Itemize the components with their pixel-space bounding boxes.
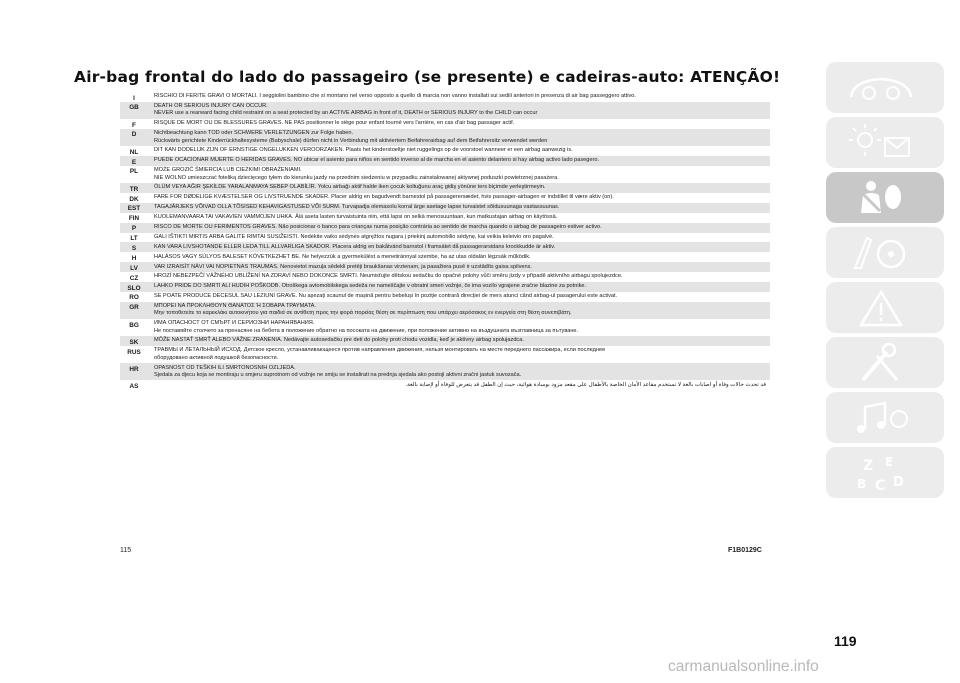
warning-text [148, 119, 770, 129]
airbag-seatbelt-icon [841, 177, 921, 219]
warning-text [148, 102, 770, 119]
warning-text-line: PUEDE OCACIONAR MUERTE O HERIDAS GRAVES. NO ubicar el asiento para niños en sentido inverso al de marcha en el asiento delantero si hay airbag activo lado pasegero. [154, 157, 600, 164]
warning-row [120, 319, 770, 336]
chapter-tab-index[interactable] [826, 447, 944, 498]
warning-text [148, 380, 770, 390]
warning-row [120, 183, 770, 193]
warning-row [120, 292, 770, 302]
warning-row [120, 102, 770, 119]
language-code: DK [129, 195, 139, 203]
svg-text:E: E [885, 455, 894, 469]
warning-row [120, 252, 770, 262]
warning-row [120, 363, 770, 380]
warning-text [148, 233, 770, 243]
warning-row [120, 302, 770, 319]
warning-row [120, 242, 770, 252]
svg-text:Z: Z [863, 458, 874, 474]
warning-text-line: ΜΠΟΡΕΙ ΝΑ ΠΡΟΚΛΗΘΟΥΝ ΘΑΝΑΤΟΣ Ή ΣΟΒΑΡΑ ΤΡΑΥΜΑΤΑ. [154, 303, 316, 310]
warning-text-line: ÖLÜM VEYA AĞIR ŞEKİLDE YARALANMAYA SEBEP OLABİLİR. Yolcu airbağı aktif halde iken çocuk koltuğunu araç gidiş yönüne ters biçimde yerleştirmeyin. [154, 184, 546, 191]
warning-text [148, 223, 770, 233]
warning-text [148, 193, 770, 203]
warning-text-line: قد تحدث حالات وفاة أو اصابات بالغة لا تستخدم مقاعد الأمان الخاصة بالأطفال على مقعد مزود بوسادة هوائية، حيث إن الطفل قد يتعرض للوفاة أو لإصابة بالغة. [405, 381, 766, 388]
language-code: RUS [127, 348, 141, 356]
warning-row [120, 272, 770, 282]
warning-text-line: VAR IZRAISĪT NĀVI VAI NOPIETNAS TRAUMAS. Nenovietot mazuļa sēdekli pretēji braukšanas virzienam, ja pasažiera pusē ir uzstādīts gaisa spilvens. [154, 263, 532, 270]
language-code: HR [129, 365, 139, 373]
warning-text [148, 363, 770, 380]
warning-text-line: Μην τοποθετείτε το καρεκλάκι αυτοκινήτου για παιδιά σε αντίθετη προς την φορά πορείας θέση σε περίπτωση που υπάρχει αερόσακος εν ενεργεία στη θέση συνεπιβάτη. [154, 310, 572, 317]
language-code: H [131, 254, 137, 262]
warning-text-line: оборудовано активной подушкой безопасности. [154, 354, 279, 361]
language-code: AS [129, 382, 139, 390]
warning-text-line: RISCO DE MORTE OU FERIMENTOS GRAVES. Não posicionar o banco para crianças numa posição contrária ao sentido de marcha quando o airbag de passageiro estiver activo. [154, 223, 602, 230]
language-code: GB [129, 104, 139, 112]
multimedia-icon [841, 397, 921, 439]
warning-text [148, 346, 770, 363]
chapter-tab-dashboard[interactable] [826, 62, 944, 113]
svg-text:B: B [857, 477, 867, 491]
warning-text [148, 146, 770, 156]
page-title: Air-bag frontal do lado do passageiro (se presente) e cadeiras-auto: ATENÇÃO! [74, 68, 781, 86]
steering-wheel-icon [841, 232, 921, 274]
warning-text-line: GALI IŠTIKTI MIRTIS ARBA GALITE RIMTAI SUSIŽEISTI. Nedėkite vaiko sėdynės atgręžtos nugara į priekinį automobilio sėdynę, kai veikia keleivio oro pagalvė. [154, 233, 554, 240]
warning-row [120, 262, 770, 272]
page-number: 119 [834, 633, 857, 649]
warning-row [120, 193, 770, 203]
language-code: SK [129, 338, 139, 346]
warning-text-line: Rückwärts gerichtete Kinderrückhaltesysteme (Babyschale) dürfen nicht in Verbindung mit aktiviertem Beifahrerairbag auf dem Beifahrersitz verwendet werden [154, 137, 548, 144]
warning-text [148, 282, 770, 292]
language-code: GR [129, 304, 139, 312]
warning-text [148, 166, 770, 183]
warning-row [120, 213, 770, 223]
warning-text-line: Не поставяйте столчето за пренасяне на бебета в положение обратно на посоката на движение, при положение активно на въздушната възглавница за пътуване. [154, 327, 579, 334]
svg-text:C: C [875, 478, 886, 494]
warning-text [148, 92, 770, 102]
warning-row [120, 282, 770, 292]
warning-text-line: MÔŽE NASTAŤ SMRŤ ALEBO VÁŽNE ZRANENIA. Nedávajte autosedačku pre deti do polohy proti chodu vozidla, keď je aktívny airbag spolujazdca. [154, 337, 524, 344]
warning-text-line: DIT KAN DODELIJK ZIJN OF ERNSTIGE ONGELUKKEN VEROORZAKEN. Plaats het kinderstoeltje niet ruggelings op de voorstoel wanneer er een airbag aanwezig is. [154, 147, 573, 154]
warning-text [148, 262, 770, 272]
language-code: EST [127, 205, 141, 213]
warning-text-line: FARE FOR DØDELIGE KVÆSTELSER OG LIVSTRUENDE SKADER. Placer aldrig en bagudvendt barnestol på passagerersædet, hvis passager-airbagen er indstillet til være aktiv (on). [154, 194, 614, 201]
language-code: TR [129, 185, 139, 193]
warning-text-line: ИМА ОПАСНОСТ ОТ СМЪРТ И СЕРИОЗНИ НАРАНЯВАНИЯ. [154, 320, 315, 327]
language-code: CZ [129, 274, 139, 282]
warning-text [148, 292, 770, 302]
language-code: D [131, 131, 137, 139]
warning-text-line: HROZÍ NEBEZPEČÍ VÁŽNÉHO UBLÍŽENÍ NA ZDRAVÍ NEBO DOKONCE SMRTI. Neumisťujte dětskou sedačku do opačné polohy vůči směru jízdy v případě aktivního airbagu spolujezdce. [154, 273, 623, 280]
language-code: I [133, 94, 135, 102]
warning-text-line: TAGAJÄRJEKS VÕIVAD OLLA TÕSISED KEHAVIGASTUSED VÕI SURM. Turvapadja olemasolu korral ärge asetage lapse turvaistet sõidusuunaga vastassuunas. [154, 204, 560, 211]
warning-text-line: NIE WOLNO umieszczać foteliką dziecięcego tyłem do kierunku jazdy na przednim siedzeniu w przypadku zainstalowanej aktywnej poduszki powietrznej pasażera. [154, 174, 559, 181]
warning-text [148, 302, 770, 319]
language-code: LT [130, 235, 138, 243]
warning-text-line: Nichtbeachtung kann TOD oder SCHWERE VERLETZUNGEN zur Folge haben. [154, 130, 354, 137]
chapter-tab-maintenance[interactable] [826, 337, 944, 388]
tools-icon [841, 342, 921, 384]
chapter-sidebar [826, 62, 944, 502]
warning-text [148, 213, 770, 223]
warning-row [120, 129, 770, 146]
chapter-tab-warning-lights[interactable] [826, 117, 944, 168]
warning-light-icon [841, 122, 921, 164]
warning-text [148, 252, 770, 262]
warning-text-line: LAHKO PRIDE DO SMRTI ALI HUDIH POŠKODB. Otroškega avtomobilskega sedeža ne nameščajte v obratni smeri vožnje, če ima vozilo vgrajene zračne blazine za potnike. [154, 283, 587, 290]
warning-text [148, 129, 770, 146]
warning-row [120, 346, 770, 363]
language-code: BG [129, 321, 139, 329]
warning-text-line: KAN VARA LIVSHOTANDE ELLER LEDA TILL ALLVARLIGA SKADOR. Placera aldrig en bakåtvänd barnstol i framsätet då passagerarsidans krockkudde är aktiv. [154, 243, 556, 250]
svg-text:D: D [893, 475, 904, 490]
chapter-tab-multimedia[interactable] [826, 392, 944, 443]
warning-text-line: RISCHIO DI FERITE GRAVI O MORTALI. I seggiolini bambino che si montano nel verso opposto a quello di marcia non vanno installati sui sedili anteriori in presenza di air bag passeggero attivo. [154, 93, 636, 100]
figure-code: F1B0129C [728, 547, 762, 554]
warning-row [120, 223, 770, 233]
warning-row [120, 380, 770, 390]
warning-text [148, 272, 770, 282]
figure-reference: 115 [120, 547, 132, 554]
warning-text-line: HALÁSOS VAGY SÚLYOS BALESET KÖVETKEZHET BE. Ne helyezzük a gyermekülést a menetiránnyal szembe, ha az utas oldalán légzsák működik. [154, 253, 531, 260]
warning-text-line: ТРАВМЫ И ЛЕТАЛЬНЫЙ ИСХОД. Детское кресло, устанавливающееся против направления движения, нельзя монтировать на месте переднего пассажира, если последнее [154, 347, 606, 354]
warning-table [120, 92, 770, 390]
language-code: SLO [127, 284, 141, 292]
warning-text [148, 183, 770, 193]
warning-row [120, 233, 770, 243]
warning-text-line: MOŻE GROZIĆ ŚMIERCIA LUB CIEŻKIMI OBRAŻENIAMI. [154, 167, 302, 174]
alphabet-index-icon [841, 452, 921, 494]
warning-text-line: DEATH OR SERIOUS INJURY CAN OCCUR. [154, 103, 268, 110]
chapter-tab-emergency[interactable] [826, 282, 944, 333]
warning-text-line: Sjedala za djecu koja se montiraju u smjeru suprotnom od vožnje ne smiju se instalirati na prednja sjedala ako postoji aktivni zračni jastuk suvozača. [154, 371, 522, 378]
language-code: E [131, 158, 137, 166]
warning-text [148, 203, 770, 213]
language-code: S [131, 244, 137, 252]
warning-text [148, 242, 770, 252]
warning-row [120, 166, 770, 183]
warning-text-line: RISQUE DE MORT OU DE BLESSURES GRAVES. NE PAS positionner le siège pour enfant tourné vers l'arrière, en cas d'air bag passager actif. [154, 120, 515, 127]
chapter-tab-starting-driving[interactable] [826, 227, 944, 278]
language-code: NL [129, 148, 139, 156]
language-code: RO [129, 294, 139, 302]
language-code: FIN [128, 215, 140, 223]
language-code: P [131, 225, 137, 233]
warning-row [120, 119, 770, 129]
warning-row [120, 336, 770, 346]
language-code: PL [129, 168, 139, 176]
warning-text-line: KUOLEMANVAARA TAI VAKAVIEN VAMMOJEN UHKA. Älä aseta lasten turvaistuinta niin, että lapsi on selkä menosuuntaan, kun matkustajan airbag on käytössä. [154, 214, 558, 221]
warning-text [148, 156, 770, 166]
warning-text [148, 336, 770, 346]
warning-text-line: OPASNOST OD TEŠKIH ILI SMRTONOSNIH OZLJEDA. [154, 364, 296, 371]
car-dashboard-icon [841, 67, 921, 109]
warning-text [148, 319, 770, 336]
warning-row [120, 92, 770, 102]
warning-text-line: NEVER use a rearward facing child restraint on a seat protected by an ACTIVE AIRBAG in front of it, DEATH or SERIOUS INJURY to the CHILD can occur [154, 110, 538, 117]
warning-row [120, 203, 770, 213]
warning-text-line: SE POATE PRODUCE DECESUL SAU LEZIUNI GRAVE. Nu așezați scaunul de mașină pentru bebeluși în poziție contrară direcției de mers atunci când airbag-ul pasagerului este activat. [154, 293, 618, 300]
warning-row [120, 156, 770, 166]
chapter-tab-safety[interactable] [826, 172, 944, 223]
language-code: F [132, 121, 136, 129]
language-code: LV [130, 264, 138, 272]
warning-triangle-icon [841, 287, 921, 329]
warning-row [120, 146, 770, 156]
watermark-text: carmanualsonline.info [668, 658, 819, 675]
